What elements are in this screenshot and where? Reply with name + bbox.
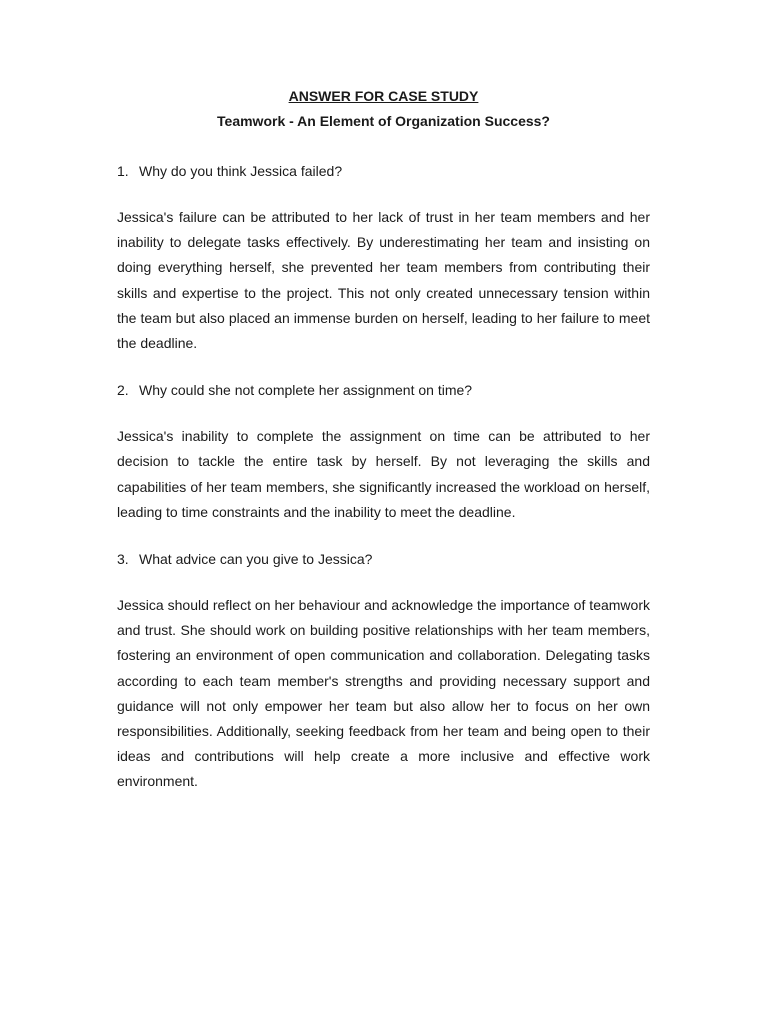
question-2 xyxy=(117,380,650,400)
document-title: ANSWER FOR CASE STUDY xyxy=(288,88,479,104)
answer-2: Jessica's inability to complete the assignment on time can be attributed to her decision to tackle the entire task by herself. By not leveraging the skills and capabilities of her team members, she significantly increased the workload on herself, leading to time constraints and the inability to meet the deadline. xyxy=(117,428,650,520)
question-1 xyxy=(117,161,650,181)
question-3 xyxy=(117,549,650,569)
document-subtitle: Teamwork - An Element of Organization Success? xyxy=(217,113,550,129)
question-number: 3. xyxy=(117,551,129,568)
question-text: Why could she not complete her assignment on time? xyxy=(139,382,473,399)
question-text: What advice can you give to Jessica? xyxy=(139,551,373,568)
question-number: 1. xyxy=(117,163,129,179)
question-text: Why do you think Jessica failed? xyxy=(139,163,343,179)
answer-3: Jessica should reflect on her behaviour and acknowledge the importance of teamwork and trust. She should work on building positive relationships with her team members, fostering an environment of open communication and collaboration. Delegating tasks according to each team member's strengths and providing necessary support and guidance will not only empower her team but also allow her to focus on her own responsibilities. Additionally, seeking feedback from her team and being open to their ideas and contributions will help create a more inclusive and effective work environment. xyxy=(117,597,650,790)
document-page xyxy=(117,86,650,795)
question-number: 2. xyxy=(117,382,129,399)
answer-1: Jessica's failure can be attributed to her lack of trust in her team members and her inability to delegate tasks effectively. By underestimating her team and insisting on doing everything herself, she prevented her team members from contributing their skills and expertise to the project. This not only created unnecessary tension within the team but also placed an immense burden on herself, leading to her failure to meet the deadline. xyxy=(117,209,650,352)
